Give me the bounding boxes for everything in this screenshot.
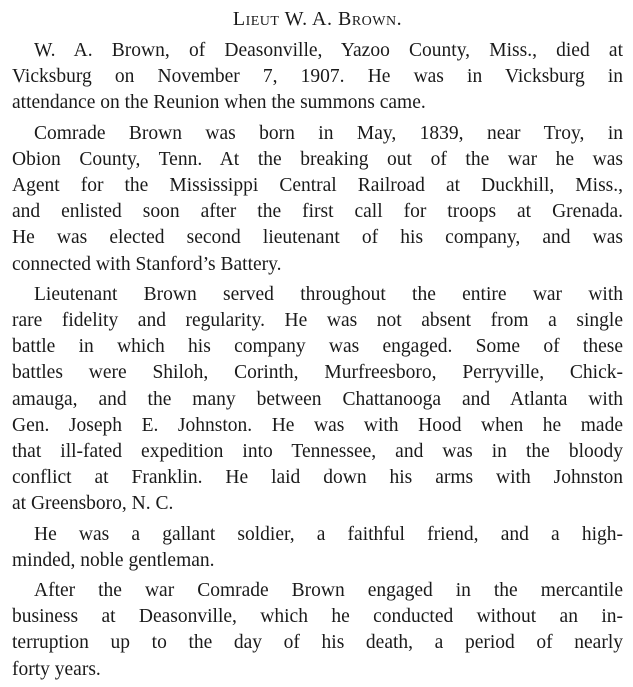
text-line: Lieutenant Brown served throughout the entire war with <box>34 283 623 305</box>
text-line: Comrade Brown was born in May, 1839, near Troy, in <box>34 122 623 144</box>
text-line: After the war Comrade Brown engaged in the mercantile <box>34 580 623 602</box>
text-line: conflict at Franklin. He laid down his arms with Johnston <box>12 467 623 489</box>
text-line: minded, noble gentleman. <box>12 549 215 571</box>
text-line: Vicksburg on November 7, 1907. He was in Vicksburg in <box>12 66 623 88</box>
text-line: He was a gallant soldier, a faithful friend, and a high- <box>34 523 623 545</box>
paragraph-early-life <box>12 121 623 278</box>
text-line: battles were Shiloh, Corinth, Murfreesboro, Perryville, Chick- <box>12 362 623 384</box>
text-line: rare fidelity and regularity. He was not absent from a single <box>12 310 623 332</box>
text-line: forty years. <box>12 658 101 680</box>
text-line: and enlisted soon after the first call for troops at Grenada. <box>12 201 623 223</box>
article-title: Lieut W. A. Brown. <box>232 8 403 30</box>
text-line: battle in which his company was engaged. Some of these <box>12 336 623 358</box>
text-line: Gen. Joseph E. Johnston. He was with Hood when he made <box>12 414 623 436</box>
text-line: terruption up to the day of his death, a period of nearly <box>12 632 623 654</box>
text-line: W. A. Brown, of Deasonville, Yazoo County, Miss., died at <box>34 40 623 61</box>
document-page <box>12 4 623 687</box>
paragraph-war-service <box>12 282 623 518</box>
text-line: business at Deasonville, which he conducted without an in- <box>12 606 623 628</box>
text-line: that ill-fated expedition into Tennessee, and was in the bloody <box>12 441 623 463</box>
text-line: amauga, and the many between Chattanooga and Atlanta with <box>12 388 623 410</box>
paragraph-later-life <box>12 578 623 683</box>
text-line: attendance on the Reunion when the summons came. <box>12 92 426 114</box>
paragraph-character <box>12 522 623 574</box>
article-heading <box>12 4 623 34</box>
text-line: at Greensboro, N. C. <box>12 493 174 515</box>
text-line: He was elected second lieutenant of his company, and was <box>12 227 623 249</box>
text-line: Obion County, Tenn. At the breaking out of the war he was <box>12 148 623 170</box>
paragraph-death <box>12 38 623 117</box>
text-line: Agent for the Mississippi Central Railroad at Duckhill, Miss., <box>12 175 623 197</box>
text-line: connected with Stanford’s Battery. <box>12 253 282 275</box>
